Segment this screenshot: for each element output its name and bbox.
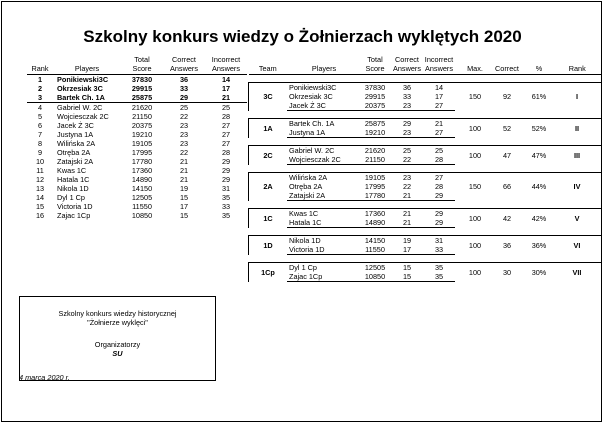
player-name: Victoria 1D [57,202,93,211]
player-total-score: 11550 [132,202,152,211]
player-row [27,103,247,113]
player-incorrect: 31 [221,184,231,193]
player-incorrect: 21 [205,93,247,103]
player-correct: 23 [179,139,189,148]
team-member-incorrect: 28 [423,155,455,165]
team-member-correct: 22 [391,155,423,165]
team-member-row [249,119,602,129]
team-member-correct: 23 [391,173,423,183]
team-spacer-cell [249,255,602,263]
team-member-incorrect: 14 [423,83,455,93]
team-member-row [249,83,602,93]
team-member-incorrect: 27 [423,173,455,183]
player-correct: 23 [179,130,189,139]
team-member-name: Zajac 1Cp [287,272,359,282]
organizers-label: Organizatorzy [94,340,141,349]
player-total-score: 17360 [131,166,153,175]
player-total-score: 14150 [131,184,153,193]
team-member-total-score: 10850 [359,272,391,282]
team-member-correct: 21 [391,218,423,228]
team-member-incorrect: 27 [423,128,455,138]
team-rank: I [553,83,602,111]
team-member-incorrect: 33 [423,245,455,255]
player-incorrect: 35 [221,211,231,220]
player-incorrect: 29 [221,175,231,184]
player-correct: 22 [179,148,189,157]
team-member-name: Wilińska 2A [287,173,359,183]
player-name: Wilińska 2A [57,139,96,148]
player-correct: 25 [179,103,189,112]
player-name: Okrzesiak 3C [57,84,103,93]
teams-table-header [249,56,602,75]
team-correct-total: 36 [489,236,525,255]
player-correct: 22 [179,112,189,121]
team-name: 2C [249,146,288,165]
player-incorrect: 29 [221,157,231,166]
player-row [27,175,247,184]
team-member-name: Victoria 1D [287,245,359,255]
player-name: Dyl 1 Cp [57,193,85,202]
team-member-correct: 25 [391,146,423,156]
team-member-total-score: 37830 [359,83,391,93]
header-team: Team [249,56,288,75]
player-total-score: 37830 [131,75,153,84]
contest-name: Szkolny konkurs wiedzy historycznej [58,309,177,318]
player-total-score: 17780 [131,157,153,166]
team-percent: 30% [525,263,553,282]
team-member-correct: 21 [391,209,423,219]
header-correct-answers: Correct Answers [391,56,423,75]
team-member-total-score: 14890 [359,218,391,228]
teams-ranking-table [248,56,602,282]
team-member-name: Justyna 1A [287,128,359,138]
player-rank: 1 [37,75,43,84]
team-member-total-score: 11550 [359,245,391,255]
team-percent: 42% [525,209,553,228]
player-row [27,157,247,166]
organizer-info-box [19,296,216,381]
player-total-score: 17995 [131,148,153,157]
player-rank: 10 [35,157,45,166]
player-rank: 6 [37,121,43,130]
player-incorrect: 17 [221,84,231,93]
team-max-points: 100 [461,236,489,255]
player-name: Ponikiewski3C [57,75,109,84]
team-member-name: Nikola 1D [287,236,359,246]
team-spacer-cell [249,201,602,209]
player-incorrect: 29 [221,166,231,175]
header-total-score: Total Score [121,56,163,75]
team-member-total-score: 17360 [359,209,391,219]
team-member-total-score: 19105 [359,173,391,183]
team-max-points: 100 [461,209,489,228]
organizers-name: SU [112,349,123,358]
player-total-score: 12505 [131,193,153,202]
player-row [27,75,247,85]
player-name: Bartek Ch. 1A [53,93,121,103]
team-member-total-score: 29915 [364,92,386,101]
team-member-incorrect: 28 [434,182,444,191]
team-member-incorrect: 29 [423,209,455,219]
header-team-rank: Rank [553,56,602,75]
player-incorrect: 35 [221,193,231,202]
player-rank: 12 [35,175,45,184]
player-incorrect: 33 [221,202,231,211]
team-correct-total: 47 [489,146,525,165]
player-name: Otręba 2A [57,148,91,157]
team-spacer-cell [249,75,602,83]
team-member-incorrect: 17 [434,92,444,101]
player-rank: 7 [37,130,43,139]
team-correct-total: 52 [489,119,525,138]
team-member-incorrect: 29 [423,218,455,228]
team-name: 1Cp [249,263,288,282]
player-correct: 19 [179,184,189,193]
team-spacer-cell [249,165,602,173]
team-member-correct: 17 [391,245,423,255]
player-row [27,121,247,130]
team-member-row [249,236,602,246]
team-percent: 52% [525,119,553,138]
team-correct-total: 42 [489,209,525,228]
team-member-row [249,209,602,219]
player-name: Nikola 1D [57,184,89,193]
header-team-correct: Correct [489,56,525,75]
team-member-name: Dyl 1 Cp [287,263,359,273]
header-incorrect-answers: Incorrect Answers [205,56,247,75]
team-name: 2A [249,173,288,201]
player-correct: 15 [179,193,189,202]
team-member-correct: 15 [391,272,423,282]
team-member-incorrect: 35 [423,263,455,273]
team-spacer [249,75,602,83]
team-rank: V [553,209,602,228]
team-name: 1D [249,236,288,255]
player-total-score: 21150 [132,112,152,121]
player-name: Hatala 1C [57,175,90,184]
player-rank: 11 [36,166,44,175]
team-rank: IV [553,173,602,201]
header-percent: % [525,56,553,75]
header-max: Max. [461,56,489,75]
contest-subtitle: "Żołnierze wyklęci" [87,318,148,327]
team-member-total-score: 25875 [359,119,391,129]
team-member-correct: 23 [391,128,423,138]
player-name: Zajac 1Cp [57,211,91,220]
team-member-row [249,146,602,156]
header-incorrect-answers: Incorrect Answers [424,55,454,73]
header-correct-answers: Correct Answers [163,56,205,75]
team-member-incorrect: 21 [423,119,455,129]
team-member-total-score: 19210 [359,128,391,138]
team-percent: 44% [525,173,553,201]
player-correct: 17 [179,202,189,211]
team-rank: II [553,119,602,138]
player-name: Zatajski 2A [57,157,94,166]
team-member-total-score: 21620 [359,146,391,156]
player-row [27,202,247,211]
player-correct: 15 [179,211,189,220]
player-incorrect: 28 [221,112,231,121]
header-players: Players [53,56,121,75]
player-rank: 15 [35,202,45,211]
team-spacer [249,165,602,173]
player-correct: 21 [179,175,189,184]
player-name: Gabriel W. 2C [57,103,103,112]
player-incorrect: 14 [221,75,231,84]
team-member-name: Gabriel W. 2C [287,146,359,156]
player-row [27,148,247,157]
player-row [27,139,247,148]
team-member-name: Ponikiewski3C [287,83,359,93]
team-spacer-cell [249,111,602,119]
player-name: Wojciesczak 2C [57,112,109,121]
header-rank: Rank [27,56,53,75]
player-correct: 29 [163,93,205,103]
team-max-points: 100 [461,263,489,282]
player-rank: 13 [35,184,45,193]
team-member-correct: 33 [402,92,412,101]
team-member-incorrect: 35 [423,272,455,282]
player-correct: 36 [179,75,189,84]
team-spacer-cell [249,228,602,236]
player-rank: 16 [35,211,45,220]
team-spacer [249,111,602,119]
player-rank: 2 [37,84,43,93]
player-total-score: 21620 [131,103,153,112]
team-member-incorrect: 31 [423,236,455,246]
player-correct: 21 [179,157,189,166]
team-member-correct: 22 [402,182,412,191]
player-rank: 4 [37,103,43,112]
team-member-total-score: 20375 [359,101,391,111]
team-rank: VI [553,236,602,255]
player-incorrect: 27 [221,121,231,130]
team-member-name: Bartek Ch. 1A [287,119,359,129]
team-max-points: 100 [461,119,489,138]
team-member-correct: 36 [391,83,423,93]
team-member-total-score: 17780 [359,191,391,201]
player-total-score: 10850 [131,211,153,220]
player-row [27,184,247,193]
player-correct: 21 [179,166,189,175]
team-spacer-cell [249,138,602,146]
team-max-points: 150 [461,173,489,201]
team-member-incorrect: 25 [423,146,455,156]
team-member-correct: 29 [391,119,423,129]
team-member-correct: 21 [391,191,423,201]
team-member-incorrect: 29 [423,191,455,201]
team-percent: 47% [525,146,553,165]
player-total-score: 20375 [131,121,153,130]
team-member-total-score: 12505 [359,263,391,273]
header-total-score: Total Score [359,56,391,75]
team-spacer [249,138,602,146]
team-correct-total: 92 [489,83,525,111]
team-max-points: 150 [461,83,489,111]
player-row [27,166,247,175]
player-row [27,193,247,202]
players-table-header [27,56,247,75]
player-name: Jacek Ż 3C [57,121,94,130]
player-row [27,112,247,121]
team-name: 1A [249,119,288,138]
team-name: 3C [249,83,288,111]
player-incorrect: 25 [221,103,231,112]
player-correct: 33 [179,84,189,93]
player-incorrect: 27 [221,139,231,148]
team-member-name: Hatala 1C [287,218,359,228]
team-member-total-score: 14150 [359,236,391,246]
team-member-name: Zatajski 2A [287,191,359,201]
player-row [27,211,247,220]
team-member-incorrect: 27 [423,101,455,111]
team-member-correct: 15 [391,263,423,273]
document-date: 4 marca 2020 r. [19,373,70,382]
player-rank: 14 [35,193,45,202]
team-max-points: 100 [461,146,489,165]
player-row [27,93,247,103]
player-row [27,84,247,93]
team-member-row [249,173,602,183]
team-member-name: Wojciesczak 2C [287,155,359,165]
team-rank: III [553,146,602,165]
team-rank: VII [553,263,602,282]
team-member-name: Jacek Ż 3C [287,101,359,111]
player-correct: 23 [179,121,189,130]
team-spacer [249,255,602,263]
player-total-score: 25875 [121,93,163,103]
page-title: Szkolny konkurs wiedzy o Żołnierzach wyklętych 2020 [83,27,522,46]
team-member-row [249,263,602,273]
player-incorrect: 28 [221,148,231,157]
team-member-name: Okrzesiak 3C [289,92,333,101]
team-member-name: Otręba 2A [289,182,323,191]
player-rank: 5 [37,112,43,121]
player-rank: 9 [37,148,43,157]
player-total-score: 19105 [131,139,153,148]
team-correct-total: 30 [489,263,525,282]
players-ranking-table [27,56,247,220]
team-member-total-score: 17995 [364,182,386,191]
player-total-score: 19210 [131,130,153,139]
player-rank: 8 [37,139,43,148]
player-incorrect: 27 [221,130,231,139]
team-member-name: Kwas 1C [287,209,359,219]
header-players: Players [287,56,359,75]
player-rank: 3 [27,93,53,103]
player-total-score: 29915 [131,84,153,93]
team-spacer [249,201,602,209]
player-name: Kwas 1C [57,166,87,175]
team-name: 1C [249,209,288,228]
team-spacer [249,228,602,236]
player-row [27,130,247,139]
team-percent: 61% [525,83,553,111]
team-member-correct: 23 [391,101,423,111]
team-correct-total: 66 [489,173,525,201]
team-percent: 36% [525,236,553,255]
player-total-score: 14890 [131,175,153,184]
player-name: Justyna 1A [57,130,94,139]
team-member-correct: 19 [391,236,423,246]
team-member-total-score: 21150 [359,155,391,165]
